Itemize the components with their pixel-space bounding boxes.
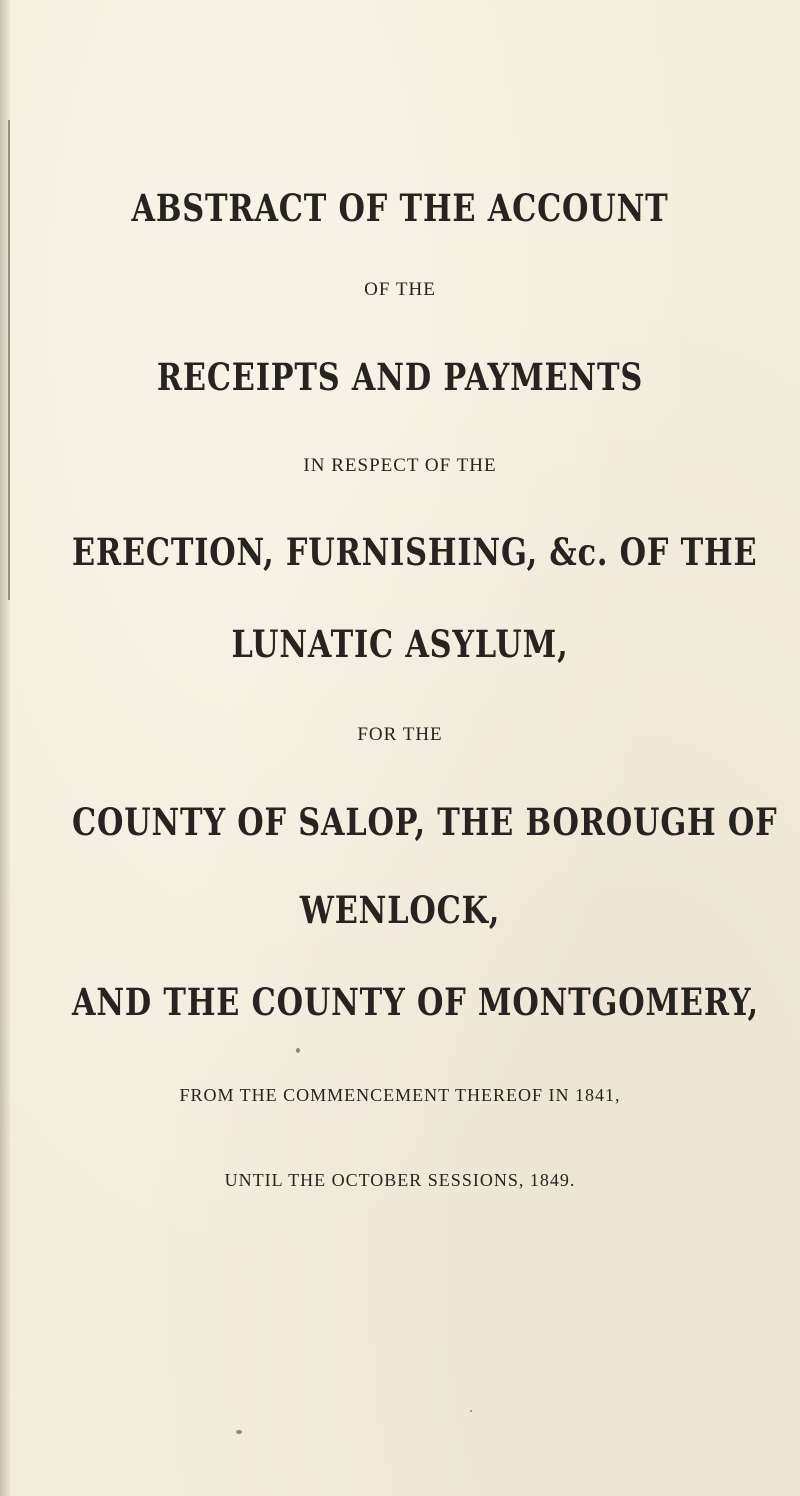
title-of-the: OF THE bbox=[364, 279, 436, 300]
title-from-commencement: FROM THE COMMENCEMENT THEREOF IN 1841, bbox=[179, 1085, 621, 1105]
title-in-respect-of-the: IN RESPECT OF THE bbox=[303, 455, 497, 476]
title-for-the: FOR THE bbox=[357, 724, 443, 745]
title-erection-furnishing: ERECTION, FURNISHING, &c. OF THE bbox=[72, 530, 758, 574]
binding-shadow-line bbox=[8, 120, 10, 600]
title-until-october-sessions: UNTIL THE OCTOBER SESSIONS, 1849. bbox=[224, 1170, 576, 1190]
title-wenlock: WENLOCK, bbox=[299, 888, 501, 932]
title-county-of-salop: COUNTY OF SALOP, THE BOROUGH OF bbox=[72, 800, 778, 844]
title-county-of-montgomery: AND THE COUNTY OF MONTGOMERY, bbox=[72, 980, 759, 1024]
title-abstract-of-the-account: ABSTRACT OF THE ACCOUNT bbox=[131, 186, 669, 230]
title-lunatic-asylum: LUNATIC ASYLUM, bbox=[231, 622, 569, 666]
ink-speck bbox=[296, 1048, 300, 1053]
title-receipts-and-payments: RECEIPTS AND PAYMENTS bbox=[156, 355, 644, 399]
ink-speck bbox=[236, 1430, 242, 1434]
ink-speck bbox=[470, 1410, 472, 1412]
